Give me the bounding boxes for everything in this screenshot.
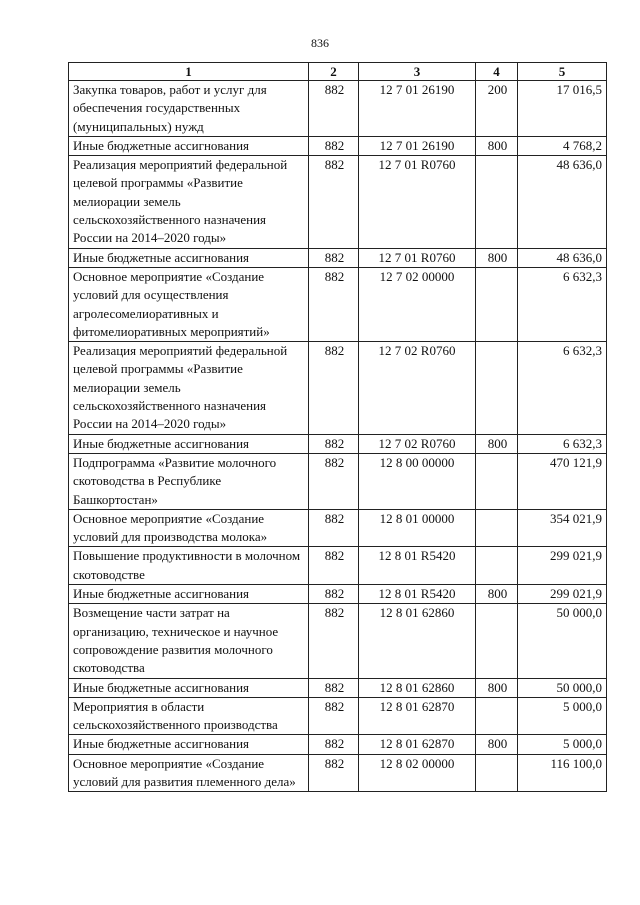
- table-row: [69, 248, 607, 267]
- table-row: [69, 754, 607, 792]
- header-col-4: 4: [476, 63, 518, 81]
- row-name-cell: Мероприятия в области сельскохозяйственного производства: [69, 697, 309, 735]
- row-code-cell: 12 8 01 62860: [359, 604, 476, 678]
- table-row: [69, 509, 607, 547]
- row-name-cell: Основное мероприятие «Создание условий для развития племенного дела»: [69, 754, 309, 792]
- header-col-3: 3: [359, 63, 476, 81]
- row-name-cell: Иные бюджетные ассигнования: [69, 585, 309, 604]
- row-type-cell: [476, 604, 518, 678]
- header-col-1: 1: [69, 63, 309, 81]
- row-code-cell: 12 7 01 R0760: [359, 248, 476, 267]
- row-type-cell: [476, 754, 518, 792]
- row-code-cell: 12 7 02 00000: [359, 267, 476, 341]
- table-row: [69, 342, 607, 434]
- header-row: [69, 63, 607, 81]
- row-code-cell: 12 8 00 00000: [359, 453, 476, 509]
- row-amount-cell: 6 632,3: [518, 267, 607, 341]
- row-code-cell: 12 8 01 00000: [359, 509, 476, 547]
- row-amount-cell: 354 021,9: [518, 509, 607, 547]
- row-ministry-cell: 882: [309, 697, 359, 735]
- row-ministry-cell: 882: [309, 136, 359, 155]
- table-row: [69, 136, 607, 155]
- row-ministry-cell: 882: [309, 156, 359, 248]
- row-code-cell: 12 8 02 00000: [359, 754, 476, 792]
- row-type-cell: [476, 342, 518, 434]
- row-amount-cell: 299 021,9: [518, 547, 607, 585]
- row-type-cell: 800: [476, 678, 518, 697]
- row-code-cell: 12 7 01 R0760: [359, 156, 476, 248]
- row-type-cell: [476, 453, 518, 509]
- row-code-cell: 12 7 01 26190: [359, 136, 476, 155]
- row-name-cell: Возмещение части затрат на организацию, техническое и научное сопровождение развития молочного скотоводства: [69, 604, 309, 678]
- row-ministry-cell: 882: [309, 735, 359, 754]
- row-type-cell: [476, 697, 518, 735]
- table-row: [69, 585, 607, 604]
- row-amount-cell: 50 000,0: [518, 604, 607, 678]
- row-amount-cell: 470 121,9: [518, 453, 607, 509]
- header-col-5: 5: [518, 63, 607, 81]
- row-name-cell: Закупка товаров, работ и услуг для обеспечения государственных (муниципальных) нужд: [69, 81, 309, 137]
- row-amount-cell: 5 000,0: [518, 735, 607, 754]
- row-name-cell: Повышение продуктивности в молочном скотоводстве: [69, 547, 309, 585]
- table-row: [69, 547, 607, 585]
- row-name-cell: Иные бюджетные ассигнования: [69, 136, 309, 155]
- table-row: [69, 434, 607, 453]
- row-name-cell: Иные бюджетные ассигнования: [69, 248, 309, 267]
- row-name-cell: Иные бюджетные ассигнования: [69, 434, 309, 453]
- row-ministry-cell: 882: [309, 604, 359, 678]
- table-row: [69, 267, 607, 341]
- row-ministry-cell: 882: [309, 267, 359, 341]
- row-ministry-cell: 882: [309, 754, 359, 792]
- table-row: [69, 453, 607, 509]
- row-ministry-cell: 882: [309, 81, 359, 137]
- row-type-cell: [476, 509, 518, 547]
- row-amount-cell: 116 100,0: [518, 754, 607, 792]
- row-amount-cell: 6 632,3: [518, 434, 607, 453]
- row-type-cell: 800: [476, 585, 518, 604]
- table-row: [69, 735, 607, 754]
- row-code-cell: 12 7 02 R0760: [359, 434, 476, 453]
- row-type-cell: [476, 547, 518, 585]
- row-name-cell: Иные бюджетные ассигнования: [69, 678, 309, 697]
- table-row: [69, 156, 607, 248]
- row-amount-cell: 6 632,3: [518, 342, 607, 434]
- header-col-2: 2: [309, 63, 359, 81]
- budget-table: [68, 62, 607, 792]
- table-body: [69, 81, 607, 792]
- row-amount-cell: 17 016,5: [518, 81, 607, 137]
- row-type-cell: 800: [476, 434, 518, 453]
- row-name-cell: Реализация мероприятий федеральной целевой программы «Развитие мелиорации земель сельскохозяйственного назначения России на 2014–2020 годы»: [69, 156, 309, 248]
- table-row: [69, 697, 607, 735]
- row-code-cell: 12 7 02 R0760: [359, 342, 476, 434]
- row-amount-cell: 48 636,0: [518, 248, 607, 267]
- row-code-cell: 12 8 01 62870: [359, 735, 476, 754]
- row-type-cell: 800: [476, 735, 518, 754]
- row-type-cell: 800: [476, 136, 518, 155]
- row-type-cell: 800: [476, 248, 518, 267]
- row-ministry-cell: 882: [309, 453, 359, 509]
- table-row: [69, 604, 607, 678]
- table-row: [69, 678, 607, 697]
- row-ministry-cell: 882: [309, 342, 359, 434]
- row-code-cell: 12 8 01 62860: [359, 678, 476, 697]
- row-code-cell: 12 7 01 26190: [359, 81, 476, 137]
- row-amount-cell: 48 636,0: [518, 156, 607, 248]
- row-name-cell: Подпрограмма «Развитие молочного скотоводства в Республике Башкортостан»: [69, 453, 309, 509]
- row-name-cell: Иные бюджетные ассигнования: [69, 735, 309, 754]
- table-row: [69, 81, 607, 137]
- row-type-cell: [476, 156, 518, 248]
- row-name-cell: Основное мероприятие «Создание условий для осуществления агролесомелиоративных и фитомелиоративных мероприятий»: [69, 267, 309, 341]
- row-code-cell: 12 8 01 62870: [359, 697, 476, 735]
- row-code-cell: 12 8 01 R5420: [359, 547, 476, 585]
- row-ministry-cell: 882: [309, 585, 359, 604]
- row-code-cell: 12 8 01 R5420: [359, 585, 476, 604]
- row-type-cell: [476, 267, 518, 341]
- row-name-cell: Основное мероприятие «Создание условий для производства молока»: [69, 509, 309, 547]
- row-amount-cell: 50 000,0: [518, 678, 607, 697]
- row-ministry-cell: 882: [309, 678, 359, 697]
- row-ministry-cell: 882: [309, 509, 359, 547]
- row-amount-cell: 299 021,9: [518, 585, 607, 604]
- row-amount-cell: 5 000,0: [518, 697, 607, 735]
- row-amount-cell: 4 768,2: [518, 136, 607, 155]
- row-name-cell: Реализация мероприятий федеральной целевой программы «Развитие мелиорации земель сельскохозяйственного назначения России на 2014–2020 годы»: [69, 342, 309, 434]
- row-ministry-cell: 882: [309, 248, 359, 267]
- row-ministry-cell: 882: [309, 434, 359, 453]
- page-number: 836: [311, 36, 329, 50]
- row-type-cell: 200: [476, 81, 518, 137]
- row-ministry-cell: 882: [309, 547, 359, 585]
